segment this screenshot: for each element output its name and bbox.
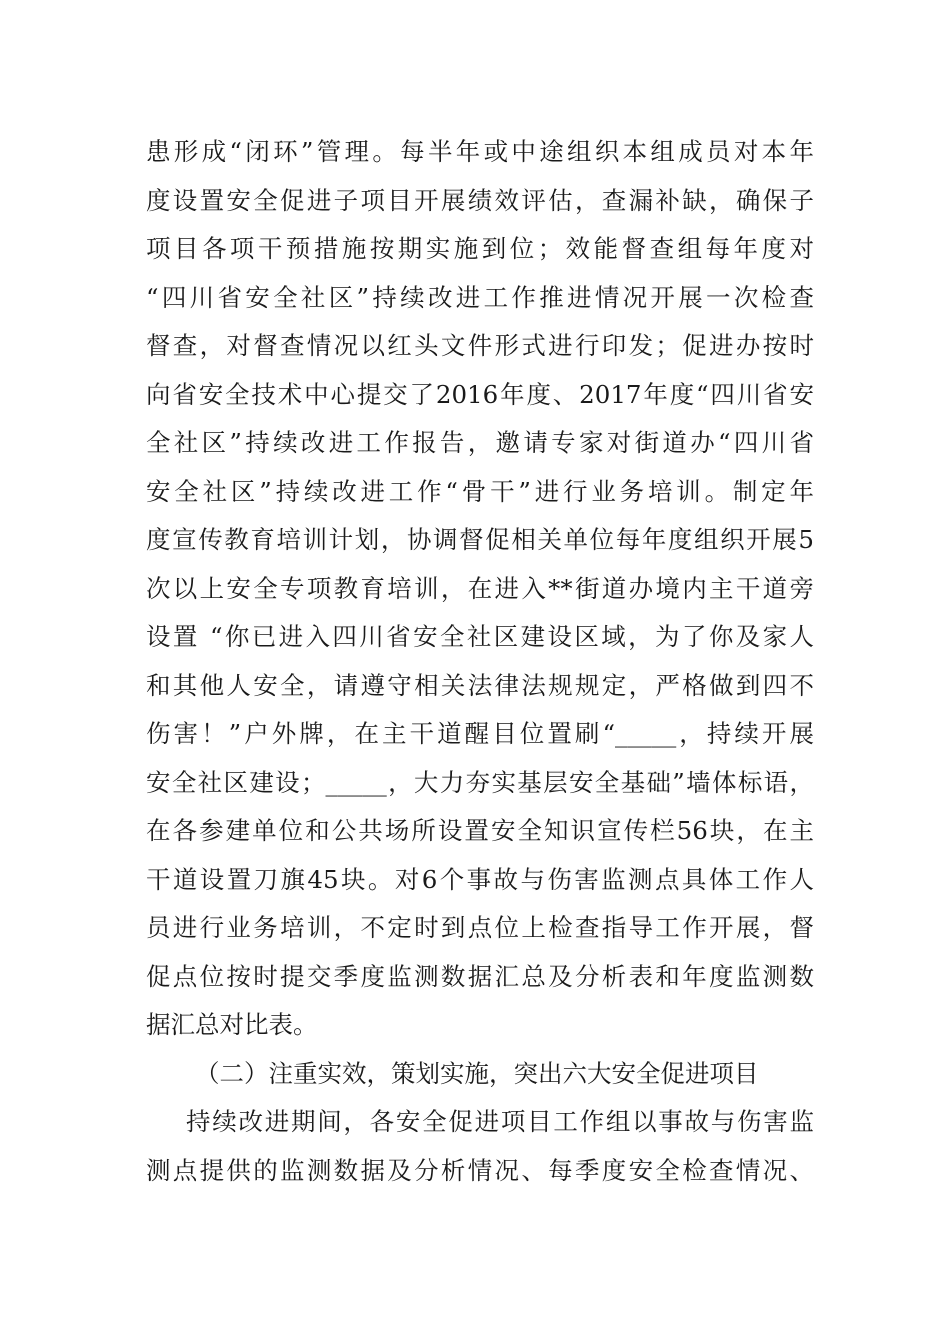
text-line: 员进行业务培训，不定时到点位上检查指导工作开展，督 bbox=[146, 913, 814, 942]
text-line: 向省安全技术中心提交了2016年度、2017年度“四川省安 bbox=[146, 379, 814, 409]
text-line: 测点提供的监测数据及分析情况、每季度安全检查情况、 bbox=[146, 1155, 814, 1185]
text-line: 次以上安全专项教育培训，在进入**街道办境内主干道旁 bbox=[146, 573, 814, 603]
text-line: 全社区”持续改进工作报告，邀请专家对街道办“四川省 bbox=[146, 428, 814, 457]
text-line: 干道设置刀旗45块。对6个事故与伤害监测点具体工作人 bbox=[146, 864, 814, 894]
text-line: 安全社区”持续改进工作“骨干”进行业务培训。制定年 bbox=[146, 476, 814, 506]
text-line: 项目各项干预措施按期实施到位；效能督查组每年度对 bbox=[146, 234, 814, 263]
text-line: 和其他人安全，请遵守相关法律法规规定，严格做到四不 bbox=[146, 670, 814, 700]
body-paragraph bbox=[146, 128, 814, 1050]
text-line: 患形成“闭环”管理。每半年或中途组织本组成员对本年 bbox=[146, 137, 814, 166]
text-line: 度宣传教育培训计划，协调督促相关单位每年度组织开展5 bbox=[146, 525, 814, 554]
section-heading: （二）注重实效，策划实施，突出六大安全促进项目 bbox=[195, 1058, 759, 1088]
text-line: “四川省安全社区”持续改进工作推进情况开展一次检查 bbox=[146, 282, 814, 312]
body-paragraph bbox=[146, 1098, 814, 1195]
text-line: 安全社区建设；_____，大力夯实基层安全基础”墙体标语， bbox=[146, 767, 814, 797]
text-line: 督查，对督查情况以红头文件形式进行印发；促进办按时 bbox=[146, 331, 814, 360]
text-line-last: 据汇总对比表。 bbox=[146, 1010, 318, 1039]
text-line: 在各参建单位和公共场所设置安全知识宣传栏56块，在主 bbox=[146, 816, 814, 845]
document-page bbox=[146, 128, 814, 1195]
text-line: 促点位按时提交季度监测数据汇总及分析表和年度监测数 bbox=[146, 961, 814, 991]
text-line: 伤害！”户外牌，在主干道醒目位置刷“_____，持续开展 bbox=[146, 719, 814, 748]
text-line: 设置 “你已进入四川省安全社区建设区域，为了你及家人 bbox=[146, 622, 814, 651]
text-line: 度设置安全促进子项目开展绩效评估，查漏补缺，确保子 bbox=[146, 185, 814, 215]
text-line: 持续改进期间，各安全促进项目工作组以事故与伤害监 bbox=[186, 1107, 814, 1136]
